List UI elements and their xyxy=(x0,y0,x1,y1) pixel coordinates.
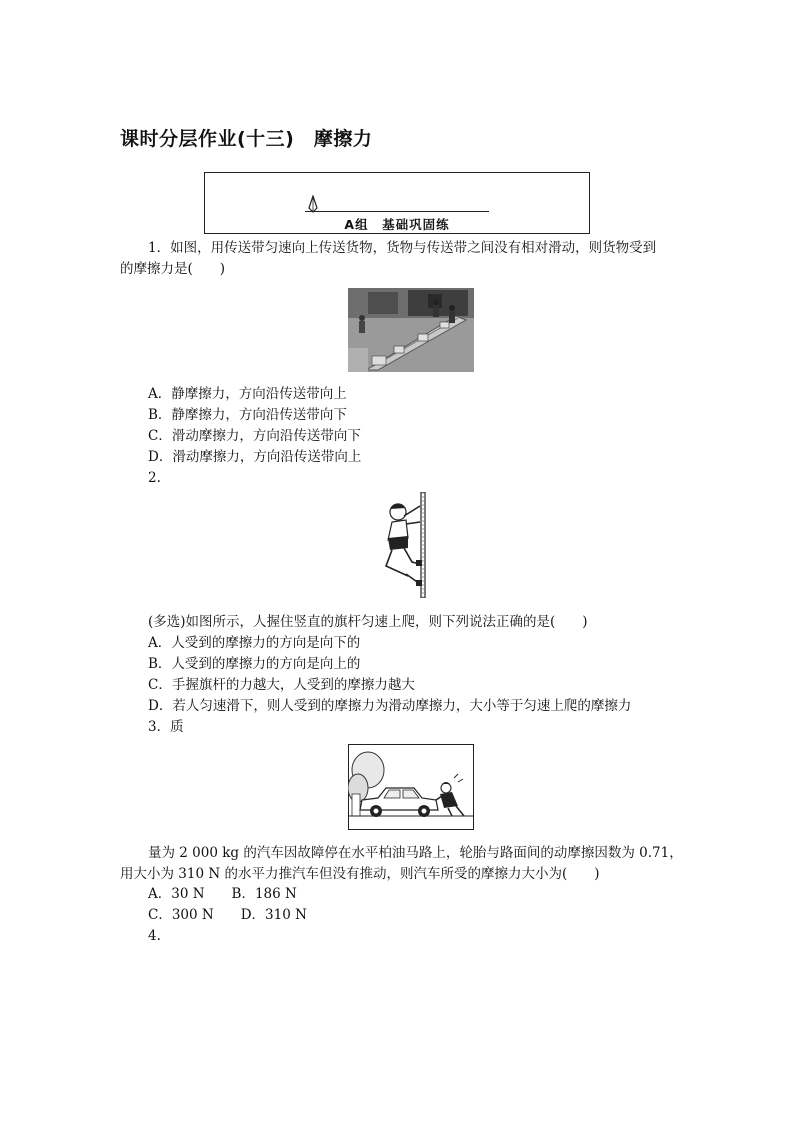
q1-option-b: B．静摩擦力，方向沿传送带向下 xyxy=(148,407,347,423)
group-label: A组 基础巩固练 xyxy=(344,217,450,232)
q1-stem-line2: 的摩擦力是( ) xyxy=(120,261,226,277)
q4-number: 4. xyxy=(148,928,161,944)
q1-option-a: A．静摩擦力，方向沿传送带向上 xyxy=(148,386,347,402)
q1-option-c: C．滑动摩擦力，方向沿传送带向下 xyxy=(148,428,361,444)
q2-stem: (多选)如图所示，人握住竖直的旗杆匀速上爬，则下列说法正确的是( ) xyxy=(148,614,588,630)
man-pushing-car-figure xyxy=(348,744,474,830)
q3-number: 3．质 xyxy=(148,719,184,735)
q3-options-row1: A．30 N B．186 N xyxy=(148,886,297,902)
group-divider xyxy=(305,211,489,212)
q2-option-a: A．人受到的摩擦力的方向是向下的 xyxy=(148,635,361,651)
q3-options-row2: C．300 N D．310 N xyxy=(148,907,307,923)
q2-option-c: C．手握旗杆的力越大，人受到的摩擦力越大 xyxy=(148,677,415,693)
q2-number: 2. xyxy=(148,470,161,486)
q2-option-b: B．人受到的摩擦力的方向是向上的 xyxy=(148,656,361,672)
q3-stem-line1: 量为 2 000 kg 的汽车因故障停在水平柏油马路上，轮胎与路面间的动摩擦因数为 0.71， xyxy=(148,845,683,861)
boy-climbing-pole-figure xyxy=(368,492,432,598)
q1-stem-line1: 1．如图，用传送带匀速向上传送货物，货物与传送带之间没有相对滑动，则货物受到 xyxy=(148,240,657,256)
group-header-box xyxy=(204,172,590,234)
q1-option-d: D．滑动摩擦力，方向沿传送带向上 xyxy=(148,449,362,465)
conveyor-belt-photo xyxy=(348,288,474,372)
page-title: 课时分层作业(十三) 摩擦力 xyxy=(120,128,373,150)
q2-option-d: D．若人匀速滑下，则人受到的摩擦力为滑动摩擦力，大小等于匀速上爬的摩擦力 xyxy=(148,698,632,714)
q3-stem-line2: 用大小为 310 N 的水平力推汽车但没有推动，则汽车所受的摩擦力大小为( ) xyxy=(120,866,600,882)
